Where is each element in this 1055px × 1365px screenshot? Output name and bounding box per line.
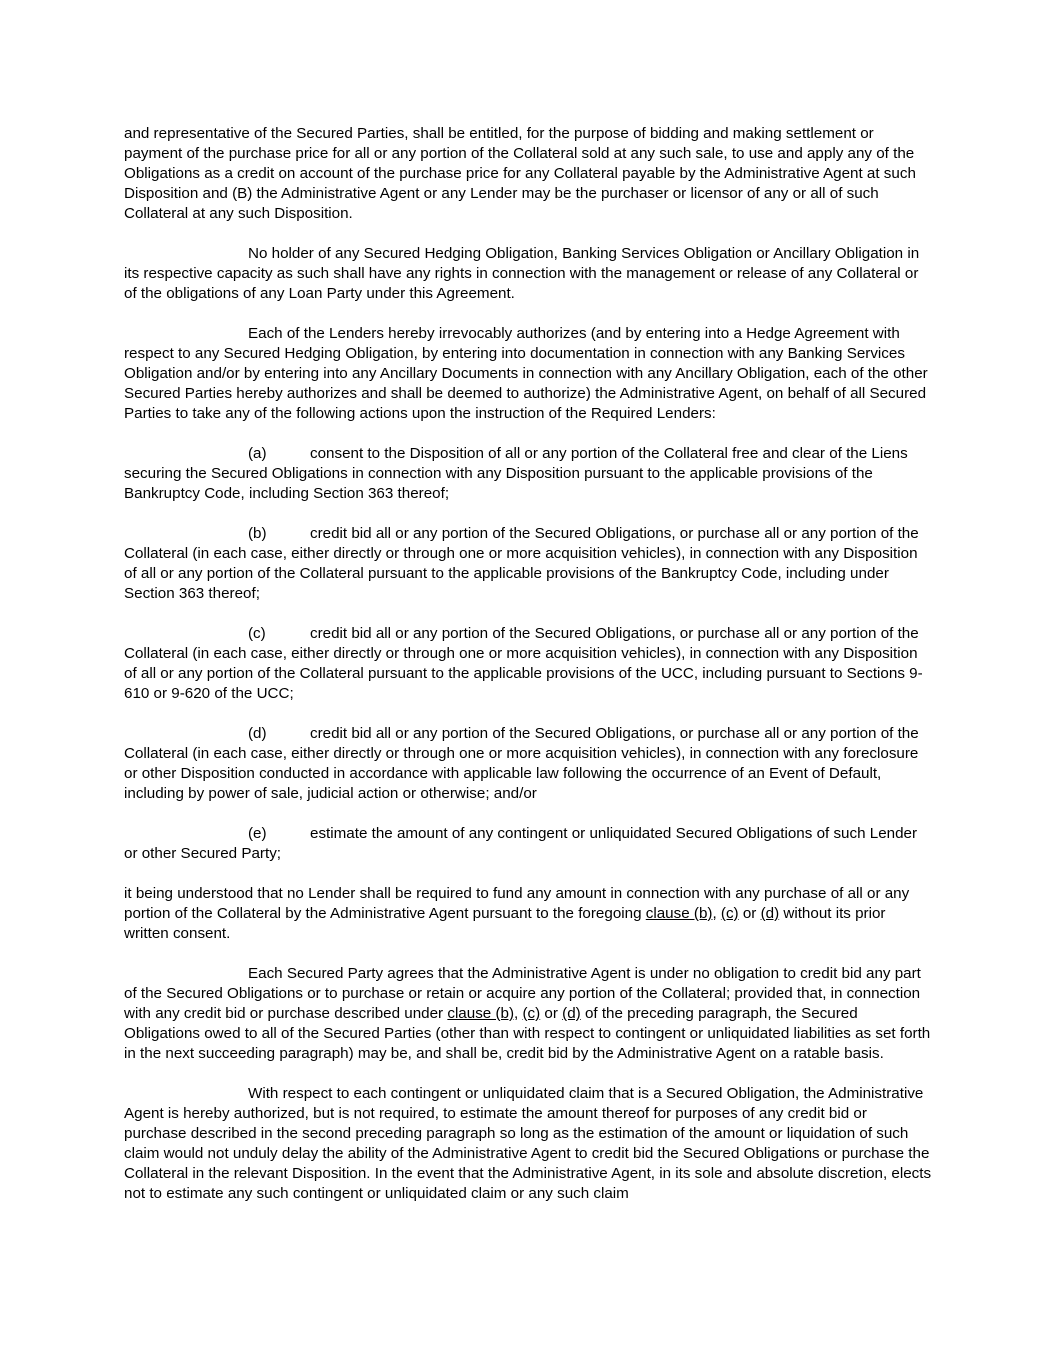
list-item-d bbox=[124, 724, 932, 804]
list-item-text: credit bid all or any portion of the Secured Obligations, or purchase all or any portion of the Collateral (in each case, either directly or through one or more acquisition vehicles), in connection with any Disposition of all or any portion of the Collateral pursuant to the applicable provisions of the UCC, including pursuant to Sections 9-610 or 9-620 of the UCC; bbox=[124, 625, 923, 702]
text-segment: without its prior written consent. bbox=[124, 905, 886, 942]
clause-reference-c: (c) bbox=[522, 1005, 541, 1022]
clause-reference-d: (d) bbox=[760, 905, 780, 922]
clause-reference-b: clause (b) bbox=[645, 905, 713, 922]
paragraph-hedging-obligations: No holder of any Secured Hedging Obligation, Banking Services Obligation or Ancillary Obligation in its respective capacity as such shall have any rights in connection with the management or release of any Collateral or of the obligations of any Loan Party under this Agreement. bbox=[124, 245, 920, 302]
list-item-a bbox=[124, 444, 932, 504]
clause-reference-d: (d) bbox=[562, 1005, 581, 1022]
paragraph-contingent-claims: With respect to each contingent or unliquidated claim that is a Secured Obligation, the Administrative Agent is hereby authorized, but is not required, to estimate the amount thereof for purposes of any credit bid or purchase described in the second preceding paragraph so long as the estimation of the amount or liquidation of such claim would not unduly delay the ability of the Administrative Agent to credit bid the Secured Obligations or purchase the Collateral in the relevant Disposition. In the event that the Administrative Agent, in its sole and absolute discretion, elects not to estimate any such contingent or unliquidated claim or any such claim bbox=[124, 1085, 932, 1202]
list-item-text: credit bid all or any portion of the Secured Obligations, or purchase all or any portion of the Collateral (in each case, either directly or through one or more acquisition vehicles), in connection with any Disposition of all or any portion of the Collateral pursuant to the applicable provisions of the Bankruptcy Code, including under Section 363 thereof; bbox=[124, 525, 919, 602]
list-item-text: credit bid all or any portion of the Secured Obligations, or purchase all or any portion of the Collateral (in each case, either directly or through one or more acquisition vehicles), in connection with any foreclosure or other Disposition conducted in accordance with applicable law following the occurrence of an Event of Default, including by power of sale, judicial action or otherwise; and/or bbox=[124, 725, 919, 802]
paragraph-continuation: and representative of the Secured Parties, shall be entitled, for the purpose of bidding and making settlement or payment of the purchase price for all or any portion of the Collateral sold at any such sale, to use and apply any of the Obligations as a credit on account of the purchase price for any Collateral payable by the Administrative Agent at such Disposition and (B) the Administrative Agent or any Lender may be the purchaser or licensor of any or all of such Collateral at any such Disposition. bbox=[124, 125, 916, 222]
paragraph-secured-party-agreement bbox=[124, 964, 932, 1064]
list-item-label: (e) bbox=[248, 825, 267, 842]
list-item-text: consent to the Disposition of all or any portion of the Collateral free and clear of the Liens securing the Secured Obligations in connection with any Disposition pursuant to the applicable provisions of the Bankruptcy Code, including Section 363 thereof; bbox=[124, 445, 908, 502]
list-item-label: (b) bbox=[248, 525, 267, 542]
text-segment: it being understood that no Lender shall be required to fund any amount in connection with any purchase of all or any portion of the Collateral by the Administrative Agent pursuant to the foregoing bbox=[124, 885, 910, 922]
list-item-text: estimate the amount of any contingent or unliquidated Secured Obligations of such Lender or other Secured Party; bbox=[124, 825, 918, 862]
paragraph-lender-authorization: Each of the Lenders hereby irrevocably authorizes (and by entering into a Hedge Agreement with respect to any Secured Hedging Obligation, by entering into documentation in connection with any Banking Services Obligation and/or by entering into any Ancillary Documents in connection with any Ancillary Obligation, each of the other Secured Parties hereby authorizes and shall be deemed to authorize) the Administrative Agent, on behalf of all Secured Parties to take any of the following actions upon the instruction of the Required Lenders: bbox=[124, 325, 928, 422]
clause-reference-c: (c) bbox=[720, 905, 739, 922]
text-segment: , bbox=[712, 905, 721, 922]
text-segment: or bbox=[540, 1005, 563, 1022]
list-item-label: (a) bbox=[248, 445, 267, 462]
list-item-label: (c) bbox=[248, 625, 266, 642]
list-item-label: (d) bbox=[248, 725, 267, 742]
text-segment: or bbox=[738, 905, 761, 922]
paragraph-understanding bbox=[124, 884, 932, 944]
text-segment: Each Secured Party agrees that the Administrative Agent is under no obligation to credit bid any part of the Secured Obligations or to purchase or retain or acquire any portion of the Collateral; provided that, in connection with any credit bid or purchase described under bbox=[124, 965, 921, 1022]
document-page bbox=[124, 124, 932, 1224]
list-item-c bbox=[124, 624, 932, 704]
text-segment: , bbox=[514, 1005, 523, 1022]
list-item-e bbox=[124, 824, 932, 864]
list-item-b bbox=[124, 524, 932, 604]
clause-reference-b: clause (b) bbox=[447, 1005, 515, 1022]
text-segment: of the preceding paragraph, the Secured Obligations owed to all of the Secured Parties (other than with respect to contingent or unliquidated liabilities as set forth in the next succeeding paragraph) may be, and shall be, credit bid by the Administrative Agent on a ratable basis. bbox=[124, 1005, 931, 1062]
